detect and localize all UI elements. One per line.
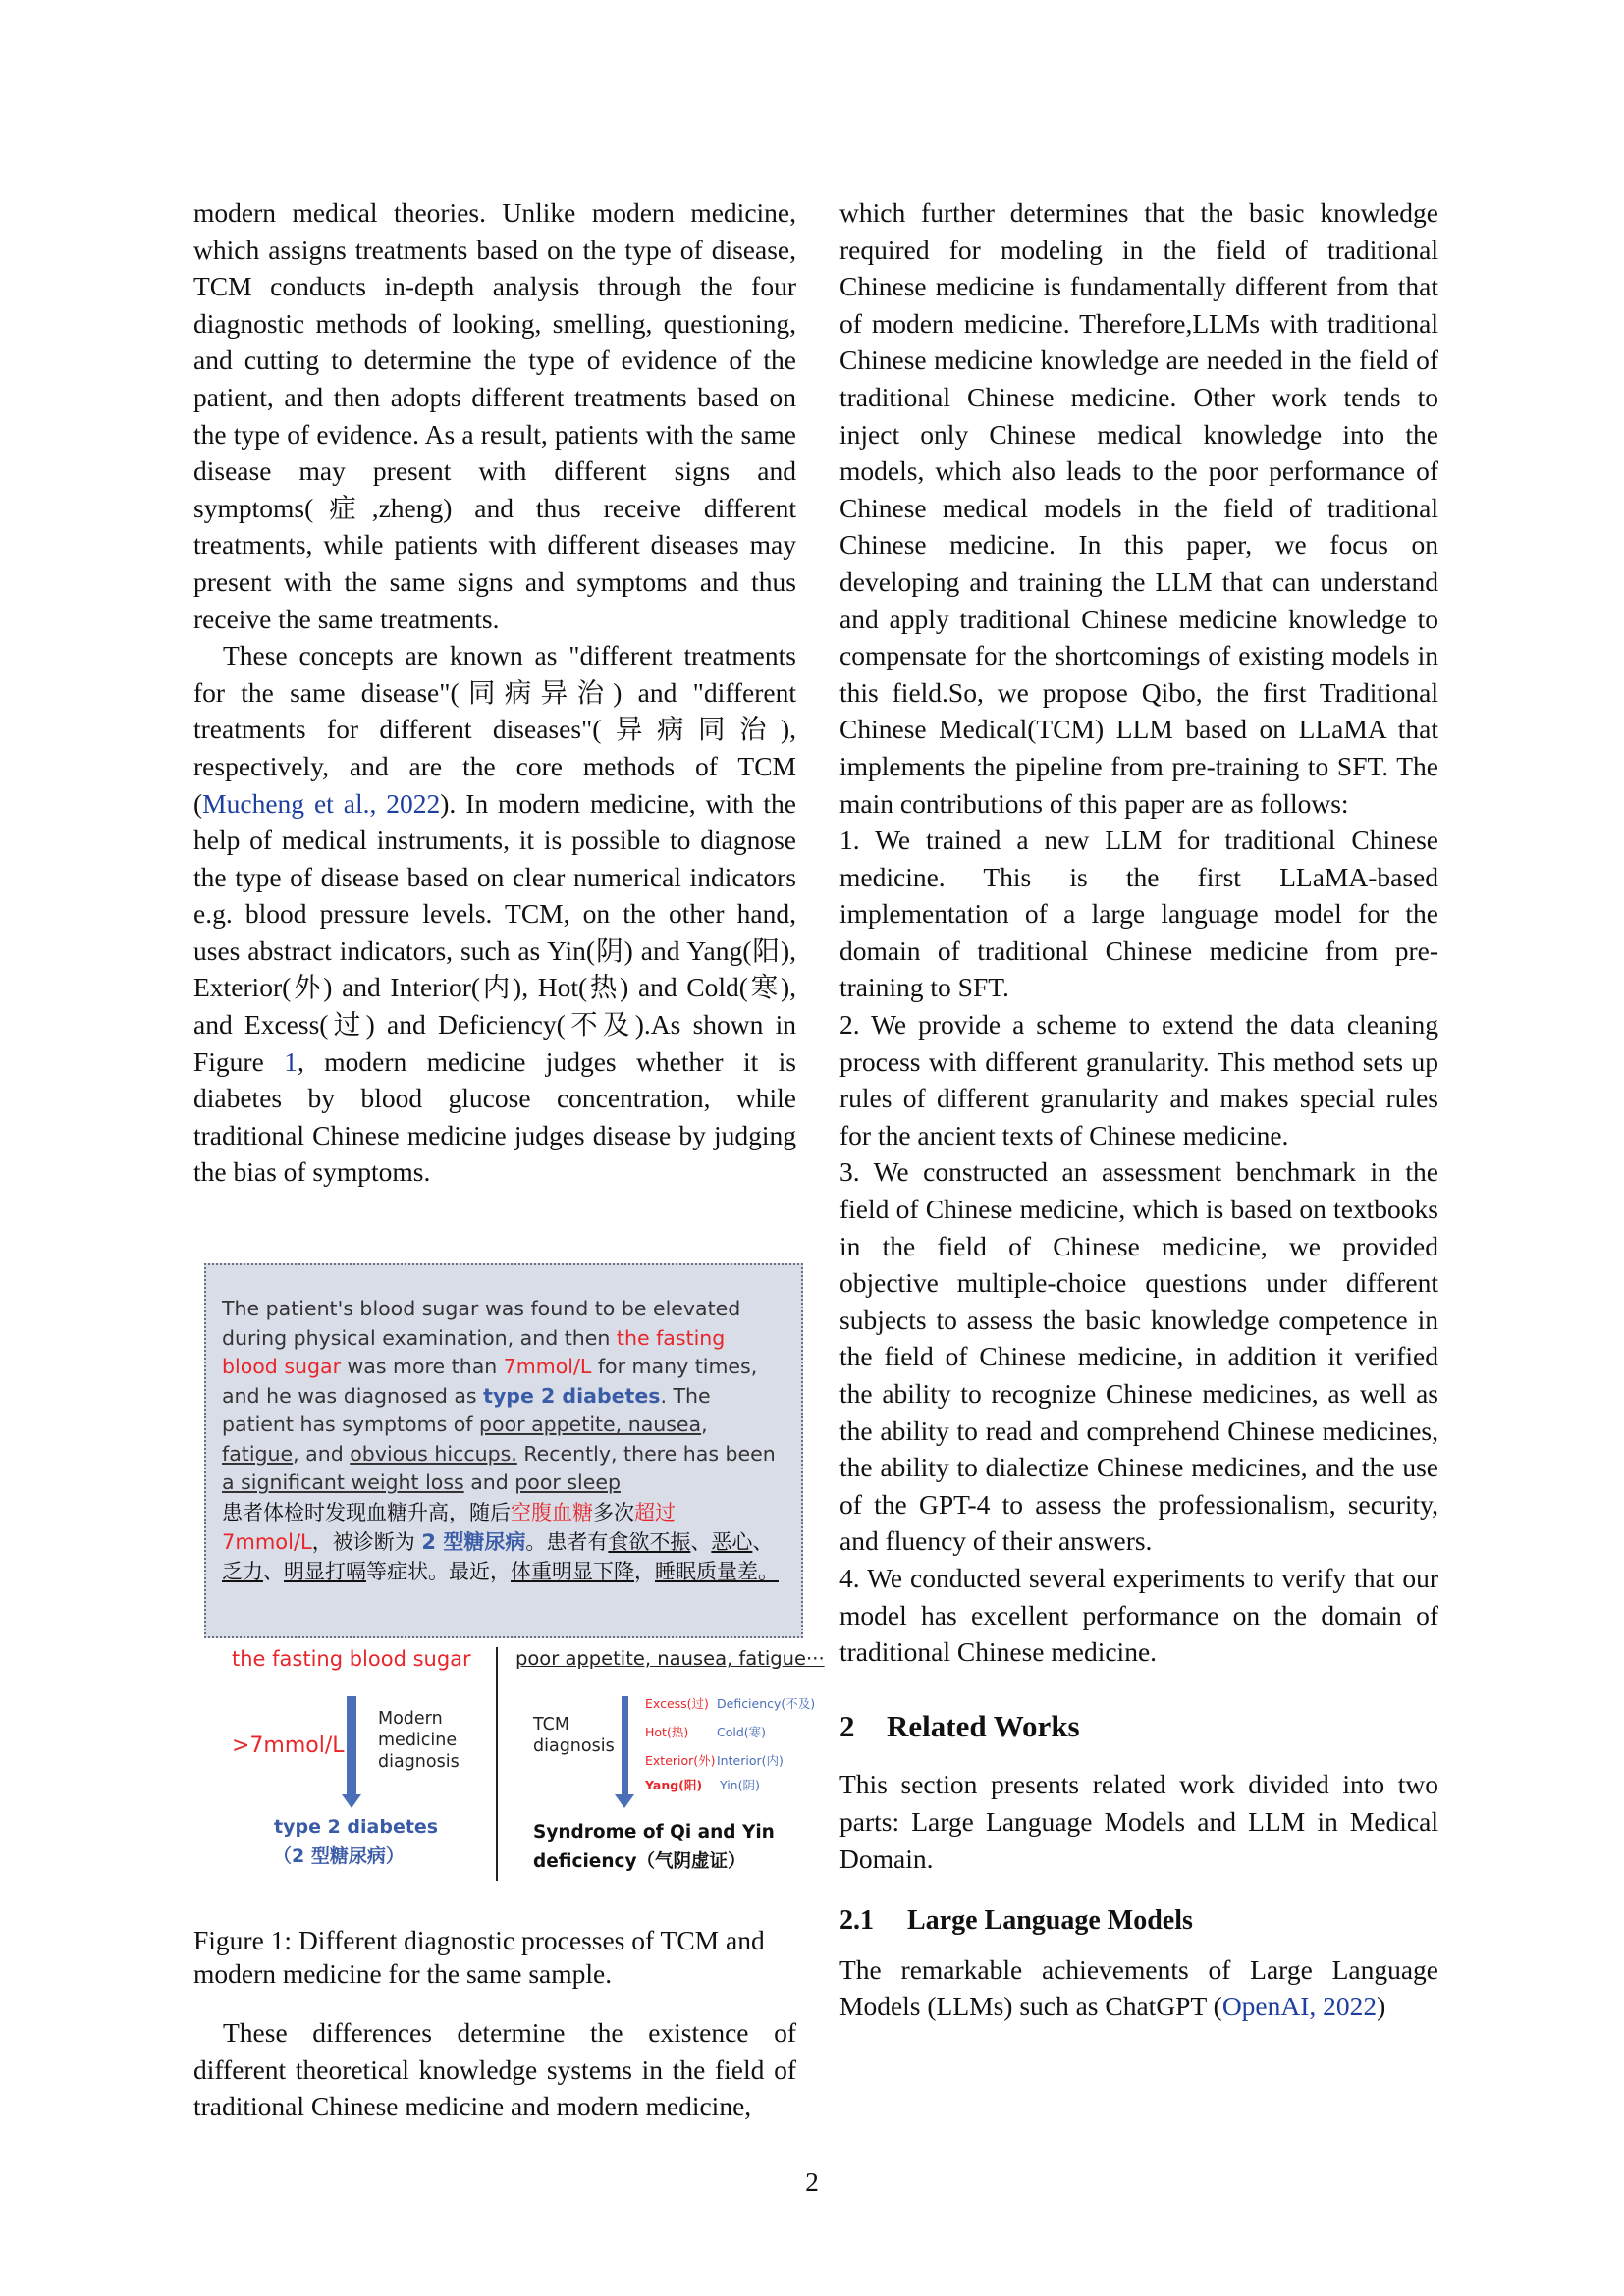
figure-text-box [204, 1263, 803, 1638]
right-result-en: Syndrome of Qi and Yin [533, 1822, 775, 1842]
tag-cold: Cold(寒) [717, 1725, 767, 1739]
section-heading: 2 Related Works [839, 1708, 1080, 1743]
left-arrow-head [342, 1794, 361, 1808]
right-arrow-head [615, 1794, 634, 1808]
right-arrow-shaft [622, 1696, 628, 1796]
right-method-label: TCM diagnosis [533, 1715, 615, 1756]
right-column [839, 194, 1438, 2025]
right-result-cn: deficiency（气阴虚证） [533, 1851, 746, 1872]
left-column [193, 194, 796, 1191]
paragraph: This section presents related work divided into two parts: Large Language Models and LLM in Medical Domain. [839, 1769, 1438, 1874]
contribution-item: 1. We trained a new LLM for traditional Chinese medicine. This is the first LLaMA-based implementation of a large language model for the domain of traditional Chinese medicine from pre-training to SFT. [839, 825, 1438, 1003]
contribution-item: 3. We constructed an assessment benchmark in the field of Chinese medicine, which is based on textbooks in the field of Chinese medicine, we provided objective multiple-choice questions under different subjects to assess the basic knowledge competence in the field of Chinese medicine, in addition it verified the ability to recognize Chinese medicines, as well as the ability to read and comprehend Chinese medicines, the ability to dialectize Chinese medicines, and the use of the GPT-4 to assess the professionalism, security, and fluency of their answers. [839, 1156, 1438, 1557]
figure-1 [196, 1263, 825, 1892]
subsection-heading: 2.1 Large Language Models [839, 1905, 1193, 1937]
left-arrow-shaft [347, 1696, 356, 1796]
page-number: 2 [805, 2166, 819, 2197]
figure-ref-link[interactable]: 1 [284, 1045, 298, 1077]
paragraph [193, 637, 796, 1191]
tag-yang: Yang(阳) [645, 1778, 703, 1792]
contribution-item: 4. We conducted several experiments to verify that our model has excellent performance on the domain of traditional Chinese medicine. [839, 1562, 1438, 1668]
figure-diagram [196, 1639, 825, 1892]
text-span: ). In modern medicine, with the help of medical instruments, it is possible to diagnose the type of disease based on clear numerical indicators e.g. blood pressure levels. TCM, on the other hand, uses abstract indicators, such as Yin(阴) and Yang(阳), Exterior(外) and Interior(内), Hot(热) and Cold(寒), and Excess(过) and Deficiency(不及).As shown in Figure [193, 787, 796, 1077]
tag-interior: Interior(内) [717, 1753, 784, 1768]
paragraph: which further determines that the basic knowledge required for modeling in the field of traditional Chinese medicine is fundamentally different from that of modern medicine. Therefore,LLMs with traditional Chinese medicine knowledge are needed in the field of traditional Chinese medicine. Other work tends to inject only Chinese medical knowledge into the models, which also leads to the poor performance of Chinese medical models in the field of traditional Chinese medicine. In this paper, we focus on developing and training the LLM that can understand and apply traditional Chinese medicine knowledge to compensate for the shortcomings of existing models in this field.So, we propose Qibo, the first Traditional Chinese Medical(TCM) LLM based on LLaMA that implements the pipeline from pre-training to SFT. The main contributions of this paper are as follows: [839, 197, 1438, 819]
figure-chinese-text: 患者体检时发现血糖升高，随后空腹血糖多次超过7mmol/L，被诊断为 2 型糖尿病。患者有食欲不振、恶心、乏力、明显打嗝等症状。最近，体重明显下降，睡眠质量差。 [222, 1500, 779, 1583]
text-span: These concepts are known as "different treatments for the same disease"(同病异治) and "different treatments for different diseases"(异病同治), respectively, and are the core methods of TCM ( [193, 640, 796, 819]
figure-caption: Figure 1: Different diagnostic processes of TCM and modern medicine for the same sample. [193, 1925, 765, 1989]
paragraph: These differences determine the existence of different theoretical knowledge systems in the field of traditional Chinese medicine and modern medicine, [193, 2017, 796, 2122]
left-method-label: Modern medicine diagnosis [378, 1709, 460, 1772]
tag-exterior: Exterior(外) [645, 1753, 716, 1768]
paragraph: modern medical theories. Unlike modern medicine, which assigns treatments based on the type of disease, TCM conducts in-depth analysis through the four diagnostic methods of looking, smelling, questioning, and cutting to determine the type of evidence of the patient, and then adopts different treatments based on the type of evidence. As a result, patients with the same disease may present with different signs and symptoms(症,zheng) and thus receive different treatments, while patients with different diseases may present with the same signs and symptoms and thus receive the same treatments. [193, 197, 796, 634]
tag-excess: Excess(过) [645, 1696, 709, 1711]
citation-link[interactable]: Mucheng et al., 2022 [202, 787, 441, 819]
left-value: >7mmol/L [232, 1734, 345, 1758]
figure-english-text: The patient's blood sugar was found to be elevated during physical examination, and then the fasting blood sugar was more than 7mmol/L for many times, and he was diagnosed as type 2 diabetes. The patient has symptoms of poor appetite, nausea, fatigue, and obvious hiccups. Recently, there has been a significant weight loss and poor sleep [222, 1297, 776, 1494]
left-result-en: type 2 diabetes [274, 1816, 439, 1838]
left-header: the fasting blood sugar [232, 1647, 471, 1671]
tag-hot: Hot(热) [645, 1725, 689, 1739]
left-column-bottom [193, 2014, 796, 2125]
text-span: , modern medicine judges whether it is diabetes by blood glucose concentration, while traditional Chinese medicine judges disease by judging the bias of symptoms. [193, 1045, 796, 1188]
left-result-cn: （2 型糖尿病） [273, 1845, 405, 1867]
tag-yin: Yin(阴) [720, 1778, 760, 1792]
right-header: poor appetite, nausea, fatigue··· [515, 1647, 825, 1670]
paragraph: The remarkable achievements of Large Language Models (LLMs) such as ChatGPT (OpenAI, 2022) [839, 1953, 1438, 2022]
tag-deficiency: Deficiency(不及) [717, 1696, 816, 1711]
figure-divider [496, 1647, 498, 1881]
citation-link[interactable]: OpenAI, 2022 [1221, 1991, 1378, 2022]
contribution-item: 2. We provide a scheme to extend the data cleaning process with different granularity. This method sets up rules of different granularity and makes special rules for the ancient texts of Chinese medicine. [839, 1009, 1438, 1150]
